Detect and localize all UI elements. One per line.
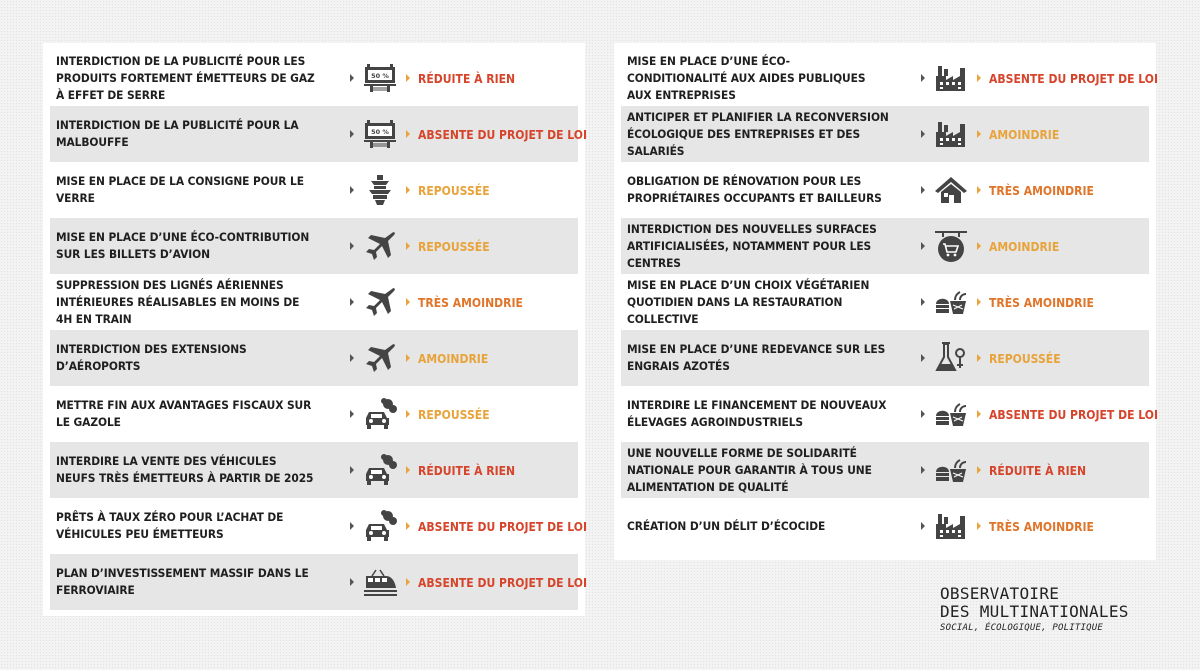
arrow-icon (921, 354, 925, 362)
factory-icon (933, 508, 969, 544)
arrow-icon (406, 74, 410, 82)
arrow-icon (350, 186, 354, 194)
status-label: ABSENTE DU PROJET DE LOI (418, 518, 588, 534)
measure-row (621, 218, 1149, 274)
arrow-icon (977, 354, 981, 362)
plane-icon (362, 340, 398, 376)
status-label: AMOINDRIE (418, 350, 489, 366)
measure-row (621, 330, 1149, 386)
arrow-icon (977, 522, 981, 530)
measure-row (50, 218, 578, 274)
measure-label: OBLIGATION DE RÉNOVATION POUR LES PROPRIÉTAIRES OCCUPANTS ET BAILLEURS (627, 174, 882, 205)
measure-label: MISE EN PLACE D’UNE ÉCO-CONTRIBUTION SUR LES BILLETS D’AVION (56, 230, 310, 261)
status-label: REPOUSSÉE (418, 182, 490, 198)
food-icon (933, 284, 969, 320)
status-label: REPOUSSÉE (989, 350, 1061, 366)
logo-tagline: SOCIAL, ÉCOLOGIQUE, POLITIQUE (940, 623, 1103, 633)
arrow-icon (350, 354, 354, 362)
measure-row (621, 274, 1149, 330)
factory-icon (933, 116, 969, 152)
house-icon (933, 172, 969, 208)
shopping-cart-sign-icon (933, 228, 969, 264)
arrow-icon (406, 130, 410, 138)
status-label: ABSENTE DU PROJET DE LOI (418, 574, 588, 590)
measure-row (621, 386, 1159, 442)
measure-row (50, 50, 578, 106)
measure-row (621, 498, 1149, 554)
measure-row (50, 554, 588, 610)
measure-row (621, 162, 1149, 218)
car-smoke-icon (362, 396, 398, 432)
measure-label: INTERDICTION DES EXTENSIONS D’AÉROPORTS (56, 342, 247, 373)
status-label: TRÈS AMOINDRIE (418, 294, 523, 310)
arrow-icon (350, 578, 354, 586)
measure-row (50, 106, 588, 162)
arrow-icon (977, 74, 981, 82)
status-label: REPOUSSÉE (418, 238, 490, 254)
arrow-icon (406, 354, 410, 362)
arrow-icon (977, 466, 981, 474)
billboard-icon (362, 116, 398, 152)
arrow-icon (977, 130, 981, 138)
status-label: AMOINDRIE (989, 126, 1060, 142)
arrow-icon (921, 298, 925, 306)
status-label: TRÈS AMOINDRIE (989, 182, 1094, 198)
car-smoke-icon (362, 508, 398, 544)
status-label: ABSENTE DU PROJET DE LOI (418, 126, 588, 142)
glass-icon (362, 172, 398, 208)
plane-icon (362, 228, 398, 264)
measure-label: PRÊTS À TAUX ZÉRO POUR L’ACHAT DE VÉHICULES PEU ÉMETTEURS (56, 510, 284, 541)
arrow-icon (977, 186, 981, 194)
left-measures-panel (43, 43, 588, 616)
status-label: AMOINDRIE (989, 238, 1060, 254)
arrow-icon (350, 410, 354, 418)
status-label: ABSENTE DU PROJET DE LOI (989, 406, 1159, 422)
food-icon (933, 396, 969, 432)
status-label: RÉDUITE À RIEN (418, 70, 516, 86)
measure-label: INTERDICTION DE LA PUBLICITÉ POUR LA MALBOUFFE (56, 118, 299, 149)
arrow-icon (406, 578, 410, 586)
measure-label: UNE NOUVELLE FORME DE SOLIDARITÉ NATIONALE POUR GARANTIR À TOUS UNE ALIMENTATION DE QUALITÉ (627, 445, 872, 494)
measure-label: MISE EN PLACE D’UN CHOIX VÉGÉTARIEN QUOTIDIEN DANS LA RESTAURATION COLLECTIVE (627, 277, 870, 326)
measure-label: INTERDICTION DE LA PUBLICITÉ POUR LES PRODUITS FORTEMENT ÉMETTEURS DE GAZ À EFFET DE SERRE (56, 53, 315, 102)
observatoire-logo (940, 585, 1155, 647)
measure-row (50, 386, 578, 442)
measure-label: INTERDIRE LA VENTE DES VÉHICULES NEUFS TRÈS ÉMETTEURS À PARTIR DE 2025 (56, 454, 314, 485)
plane-icon (362, 284, 398, 320)
measure-label: ANTICIPER ET PLANIFIER LA RECONVERSION ÉCOLOGIQUE DES ENTREPRISES ET DES SALARIÉS (627, 109, 889, 158)
arrow-icon (921, 186, 925, 194)
measure-row (50, 498, 588, 554)
food-icon (933, 452, 969, 488)
status-label: RÉDUITE À RIEN (989, 462, 1087, 478)
measure-row (50, 162, 578, 218)
arrow-icon (406, 466, 410, 474)
arrow-icon (921, 74, 925, 82)
measure-label: INTERDIRE LE FINANCEMENT DE NOUVEAUX ÉLEVAGES AGROINDUSTRIELS (627, 398, 887, 429)
flask-icon (933, 340, 969, 376)
arrow-icon (406, 186, 410, 194)
arrow-icon (921, 466, 925, 474)
measure-label: MISE EN PLACE DE LA CONSIGNE POUR LE VERRE (56, 174, 304, 205)
measure-label: MISE EN PLACE D’UNE ÉCO-CONDITIONALITÉ AUX AIDES PUBLIQUES AUX ENTREPRISES (627, 53, 866, 102)
arrow-icon (921, 410, 925, 418)
status-label: ABSENTE DU PROJET DE LOI (989, 70, 1159, 86)
svg-text:50 %: 50 % (371, 72, 389, 80)
arrow-icon (350, 74, 354, 82)
arrow-icon (921, 130, 925, 138)
measure-row (50, 442, 578, 498)
arrow-icon (350, 522, 354, 530)
train-icon (362, 564, 398, 600)
measure-label: SUPPRESSION DES LIGNÉS AÉRIENNES INTÉRIEURES RÉALISABLES EN MOINS DE 4H EN TRAIN (56, 277, 300, 326)
status-label: TRÈS AMOINDRIE (989, 294, 1094, 310)
status-label: TRÈS AMOINDRIE (989, 518, 1094, 534)
arrow-icon (977, 242, 981, 250)
status-label: RÉDUITE À RIEN (418, 462, 516, 478)
measure-row (50, 274, 578, 330)
arrow-icon (406, 522, 410, 530)
arrow-icon (921, 242, 925, 250)
arrow-icon (350, 130, 354, 138)
measure-row (621, 106, 1149, 162)
measure-label: PLAN D’INVESTISSEMENT MASSIF DANS LE FERROVIAIRE (56, 566, 309, 597)
measure-label: CRÉATION D’UN DÉLIT D’ÉCOCIDE (627, 518, 826, 533)
arrow-icon (350, 466, 354, 474)
arrow-icon (406, 298, 410, 306)
arrow-icon (977, 410, 981, 418)
right-measures-panel (614, 43, 1159, 560)
arrow-icon (406, 242, 410, 250)
arrow-icon (350, 298, 354, 306)
arrow-icon (406, 410, 410, 418)
measure-row (621, 50, 1159, 106)
billboard-icon (362, 60, 398, 96)
measure-row (621, 442, 1149, 498)
arrow-icon (977, 298, 981, 306)
measure-label: MISE EN PLACE D’UNE REDEVANCE SUR LES ENGRAIS AZOTÉS (627, 342, 886, 373)
measure-label: METTRE FIN AUX AVANTAGES FISCAUX SUR LE GAZOLE (56, 398, 312, 429)
factory-icon (933, 60, 969, 96)
logo-subtitle: DES MULTINATIONALES (940, 602, 1129, 621)
svg-text:50 %: 50 % (371, 128, 389, 136)
arrow-icon (350, 242, 354, 250)
car-smoke-icon (362, 452, 398, 488)
measure-row (50, 330, 578, 386)
status-label: REPOUSSÉE (418, 406, 490, 422)
measure-label: INTERDICTION DES NOUVELLES SURFACES ARTIFICIALISÉES, NOTAMMENT POUR LES CENTRES (627, 221, 877, 270)
logo-title: OBSERVATOIRE (940, 584, 1060, 603)
arrow-icon (921, 522, 925, 530)
